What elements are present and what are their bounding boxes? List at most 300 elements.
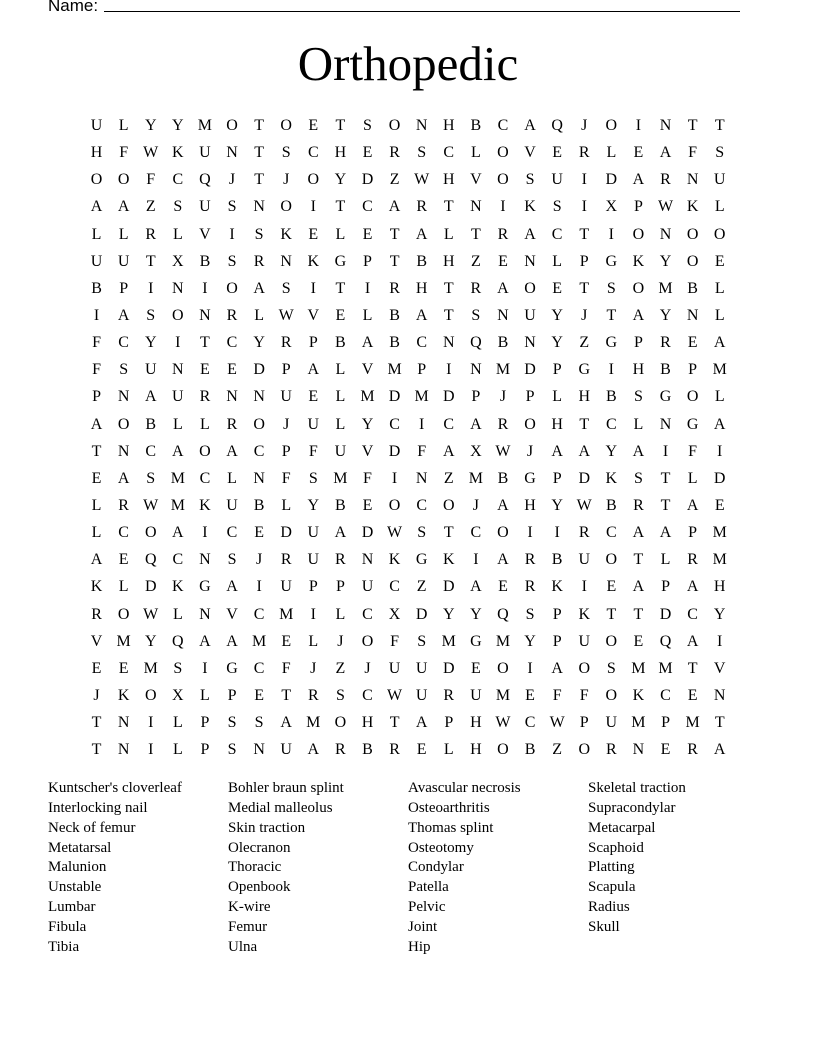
grid-letter: S [146,306,156,324]
grid-letter: O [280,117,292,134]
grid-letter: O [90,171,103,189]
grid-letter: J [499,388,507,406]
word-list-item: Skull [588,918,620,935]
grid-letter: O [524,415,536,433]
grid-letter: D [280,524,292,542]
grid-letter: K [605,469,618,487]
grid-letter: I [581,578,587,596]
grid-letter: I [391,469,398,487]
grid-letter: A [388,198,401,216]
grid-letter: A [415,714,428,732]
grid-letter: P [552,361,562,379]
grid-letter: M [495,361,511,379]
grid-letter: I [202,524,208,542]
grid-letter: C [416,496,427,514]
grid-letter: R [199,388,211,406]
grid-letter: L [443,741,454,759]
grid-letter: O [334,714,347,732]
grid-letter: M [387,361,402,379]
grid-letter: I [717,632,723,650]
grid-letter: N [253,198,265,216]
grid-letter: S [308,469,318,487]
grid-letter: L [227,469,237,487]
grid-letter: E [714,252,725,270]
grid-letter: P [579,714,589,732]
word-list-item: Ulna [228,938,258,955]
grid-letter: E [254,524,264,542]
grid-letter: A [334,524,347,542]
grid-letter: D [361,524,374,542]
grid-letter: S [281,144,291,162]
grid-letter: L [91,225,102,243]
grid-letter: V [226,605,238,623]
grid-letter: P [335,578,345,596]
grid-letter: C [362,605,373,623]
grid-letter: C [443,415,455,433]
grid-letter: A [470,578,482,596]
grid-letter: U [361,578,374,596]
grid-letter: C [389,415,400,433]
grid-letter: S [227,714,237,732]
grid-letter: M [360,388,375,406]
grid-letter: Y [713,605,726,623]
grid-letter: F [688,144,698,162]
grid-letter: A [226,442,238,460]
grid-letter: A [497,279,509,297]
grid-letter: P [661,578,670,596]
grid-letter: L [552,252,563,270]
grid-letter: X [172,252,184,270]
grid-letter: I [581,198,587,216]
grid-letter: I [148,279,154,297]
grid-letter: M [495,686,511,704]
grid-letter: N [172,279,184,297]
grid-letter: U [388,659,401,677]
grid-letter: F [308,442,318,460]
grid-letter: T [200,334,210,352]
grid-letter: P [308,578,318,596]
grid-letter: O [442,496,455,514]
grid-letter: S [417,144,427,162]
grid-letter: D [253,361,265,379]
grid-letter: E [606,578,617,596]
grid-letter: O [199,442,211,460]
grid-letter: O [172,306,184,324]
word-list-item: Scaphoid [588,839,644,856]
grid-letter: R [280,334,292,352]
grid-letter: A [713,415,726,433]
grid-letter: J [255,551,263,569]
word-list-item: Hip [408,938,431,955]
grid-letter: M [631,714,646,732]
grid-letter: I [148,714,154,732]
grid-letter: A [226,578,238,596]
grid-letter: T [254,117,264,134]
grid-letter: V [470,171,482,189]
grid-letter: O [632,279,645,297]
grid-letter: E [633,632,644,650]
grid-letter: O [226,117,238,134]
grid-letter: T [91,714,102,732]
grid-letter: F [579,686,589,704]
grid-letter: O [117,415,130,433]
grid-letter: O [226,279,238,297]
grid-letter: Z [335,659,346,677]
grid-letter: P [633,198,643,216]
grid-letter: P [119,279,129,297]
word-list-item: Joint [408,918,438,935]
word-list-item: Avascular necrosis [408,780,521,796]
grid-letter: Q [144,551,157,569]
grid-letter: N [280,252,292,270]
grid-letter: S [254,225,264,243]
grid-letter: S [525,605,535,623]
grid-letter: T [389,225,400,243]
grid-letter: H [632,361,645,379]
grid-letter: P [688,361,698,379]
grid-letter: O [361,632,374,650]
grid-letter: F [688,442,698,460]
grid-letter: R [91,605,102,623]
grid-letter: O [388,496,401,514]
grid-letter: Y [524,632,536,650]
grid-letter: Z [470,252,481,270]
grid-letter: U [90,117,103,134]
grid-letter: R [660,171,671,189]
grid-letter: A [659,524,672,542]
grid-letter: R [253,252,265,270]
grid-letter: T [470,225,481,243]
grid-letter: O [117,605,130,623]
grid-letter: I [202,279,208,297]
grid-letter: S [606,279,616,297]
grid-letter: E [308,225,319,243]
grid-letter: A [524,117,536,134]
grid-letter: U [307,415,320,433]
grid-letter: K [388,551,401,569]
grid-letter: H [713,578,726,596]
grid-letter: N [361,551,374,569]
grid-letter: Y [144,334,157,352]
grid-letter: F [363,469,372,487]
grid-letter: Y [361,415,374,433]
word-list-item: Interlocking nail [48,799,148,816]
grid-letter: B [335,496,346,514]
grid-letter: P [92,388,101,406]
grid-letter: U [90,252,103,270]
grid-letter: O [686,252,699,270]
grid-letter: I [175,334,181,352]
grid-letter: U [470,686,482,704]
grid-letter: L [118,225,129,243]
grid-letter: S [417,632,427,650]
word-list-item: Openbook [228,879,291,896]
grid-letter: I [93,306,100,324]
word-list-item: Platting [588,859,635,876]
grid-letter: C [226,524,238,542]
grid-letter: L [91,496,102,514]
grid-letter: A [632,442,645,460]
grid-letter: L [714,198,725,216]
grid-letter: L [172,714,183,732]
grid-letter: E [525,686,535,704]
grid-letter: A [442,442,455,460]
grid-letter: A [117,306,130,324]
grid-letter: R [443,686,455,704]
grid-letter: B [91,279,102,297]
grid-letter: V [361,442,374,460]
letter-grid [83,112,733,763]
grid-letter: L [714,306,725,324]
grid-letter: M [712,361,727,379]
grid-letter: P [688,524,698,542]
grid-letter: R [524,551,536,569]
grid-letter: D [442,578,455,596]
grid-letter: K [551,578,563,596]
grid-letter: M [468,469,483,487]
grid-letter: B [605,496,617,514]
grid-letter: I [581,171,587,189]
grid-letter: J [228,171,236,189]
grid-letter: E [91,659,102,677]
grid-letter: M [279,605,294,623]
grid-letter: L [362,306,373,324]
grid-letter: T [687,117,698,134]
grid-letter: W [549,714,565,732]
grid-letter: R [578,144,590,162]
grid-letter: J [283,171,290,189]
grid-letter: A [470,415,482,433]
grid-letter: J [310,659,317,677]
grid-letter: G [605,252,618,270]
grid-letter: C [172,551,184,569]
grid-letter: E [281,632,292,650]
grid-letter: K [172,144,184,162]
grid-letter: Q [199,171,211,189]
grid-letter: L [172,415,183,433]
grid-letter: A [632,171,645,189]
grid-letter: K [524,198,536,216]
word-list-item: Lumbar [48,899,96,916]
grid-letter: A [172,442,184,460]
grid-letter: C [416,334,427,352]
grid-letter: W [576,496,592,514]
grid-letter: A [307,741,320,759]
grid-letter: U [605,714,618,732]
grid-letter: R [660,334,671,352]
grid-letter: L [335,415,346,433]
grid-letter: U [307,551,320,569]
grid-letter: S [606,659,616,677]
grid-letter: A [117,469,130,487]
grid-letter: B [660,361,671,379]
grid-letter: L [714,279,725,297]
grid-letter: S [525,171,535,189]
grid-letter: K [90,578,103,596]
grid-letter: J [472,496,479,514]
grid-letter: T [579,225,590,243]
grid-letter: B [199,252,211,270]
grid-letter: Y [144,632,157,650]
grid-letter: S [254,714,264,732]
grid-letter: P [363,252,372,270]
grid-letter: W [387,686,403,704]
grid-letter: V [524,144,536,162]
grid-letter: W [143,605,159,623]
grid-letter: P [281,442,291,460]
grid-letter: R [578,524,590,542]
word-list-item: Scapula [588,879,636,896]
grid-letter: H [470,741,482,759]
grid-letter: C [253,659,265,677]
grid-letter: M [712,551,727,569]
grid-letter: R [118,496,129,514]
word-list-item: Osteoarthritis [408,799,490,816]
grid-letter: P [308,334,318,352]
grid-letter: E [552,279,563,297]
grid-letter: E [416,741,427,759]
grid-letter: D [442,388,455,406]
grid-letter: L [254,306,264,324]
grid-letter: I [148,741,154,759]
grid-letter: B [362,741,373,759]
grid-letter: T [91,741,102,759]
grid-letter: C [605,415,617,433]
grid-letter: C [497,117,509,134]
word-list-item: Tibia [48,938,80,955]
grid-letter: T [389,714,400,732]
grid-letter: S [633,469,643,487]
grid-letter: C [118,334,129,352]
grid-letter: T [606,605,617,623]
grid-letter: L [687,469,698,487]
grid-letter: N [659,117,672,134]
grid-letter: R [497,415,509,433]
grid-letter: E [362,144,373,162]
grid-letter: C [524,714,536,732]
grid-letter: V [90,632,103,650]
grid-letter: R [335,741,346,759]
grid-letter: K [686,198,699,216]
grid-letter: U [334,442,347,460]
grid-letter: Q [551,117,563,134]
grid-letter: L [714,388,725,406]
grid-letter: T [579,415,590,433]
word-list-item: Thoracic [228,859,282,876]
grid-letter: S [552,198,562,216]
grid-letter: Y [172,117,184,134]
grid-letter: P [471,388,481,406]
grid-letter: A [713,334,726,352]
grid-letter: O [686,388,699,406]
grid-letter: R [389,741,400,759]
grid-letter: U [199,198,211,216]
grid-letter: W [495,442,511,460]
grid-letter: E [470,659,481,677]
grid-letter: O [524,279,536,297]
grid-letter: L [172,605,183,623]
grid-letter: D [713,469,726,487]
grid-letter: M [333,469,348,487]
grid-letter: A [226,632,238,650]
word-list-item: K-wire [228,899,271,916]
grid-letter: F [281,659,291,677]
grid-letter: N [172,361,184,379]
grid-letter: T [714,117,725,134]
grid-letter: Z [416,578,427,596]
grid-letter: E [687,334,698,352]
word-list-item: Condylar [408,859,464,876]
grid-letter: A [632,306,645,324]
grid-letter: N [199,306,211,324]
grid-letter: F [552,686,562,704]
grid-letter: A [686,632,699,650]
grid-letter: Z [579,334,590,352]
grid-letter: I [310,605,316,623]
grid-letter: L [335,225,346,243]
grid-letter: A [551,659,563,677]
grid-letter: W [414,171,430,189]
grid-letter: W [495,714,511,732]
grid-letter: T [579,279,590,297]
grid-letter: S [173,659,183,677]
grid-letter: C [199,469,211,487]
grid-letter: I [473,551,479,569]
grid-letter: A [497,496,509,514]
grid-letter: F [417,442,427,460]
grid-letter: N [226,144,238,162]
grid-letter: P [444,714,454,732]
grid-letter: S [363,117,372,134]
grid-letter: K [307,252,320,270]
grid-letter: Y [659,306,672,324]
grid-letter: O [497,144,509,162]
grid-letter: T [281,686,292,704]
grid-letter: L [118,117,129,134]
grid-letter: L [118,578,129,596]
grid-letter: N [713,686,726,704]
word-list-item: Thomas splint [408,819,494,836]
grid-letter: L [552,388,563,406]
word-list-item: Skeletal traction [588,780,686,796]
grid-letter: Y [253,334,265,352]
grid-letter: C [551,225,563,243]
grid-letter: Y [470,605,482,623]
grid-letter: B [551,551,563,569]
grid-letter: E [498,252,508,270]
grid-letter: A [144,388,157,406]
grid-letter: P [661,714,670,732]
grid-letter: C [660,686,671,704]
grid-letter: U [415,659,428,677]
grid-letter: K [632,252,645,270]
grid-letter: K [280,225,292,243]
grid-letter: A [497,551,509,569]
grid-letter: L [443,225,454,243]
grid-letter: H [442,252,455,270]
grid-letter: B [524,741,536,759]
grid-letter: Z [145,198,156,216]
grid-letter: G [226,659,238,677]
grid-letter: L [470,144,481,162]
grid-letter: M [685,714,700,732]
grid-letter: N [199,605,211,623]
grid-letter: N [415,469,428,487]
grid-letter: R [280,551,292,569]
grid-letter: O [578,741,591,759]
grid-letter: I [554,524,560,542]
name-line [48,0,740,16]
